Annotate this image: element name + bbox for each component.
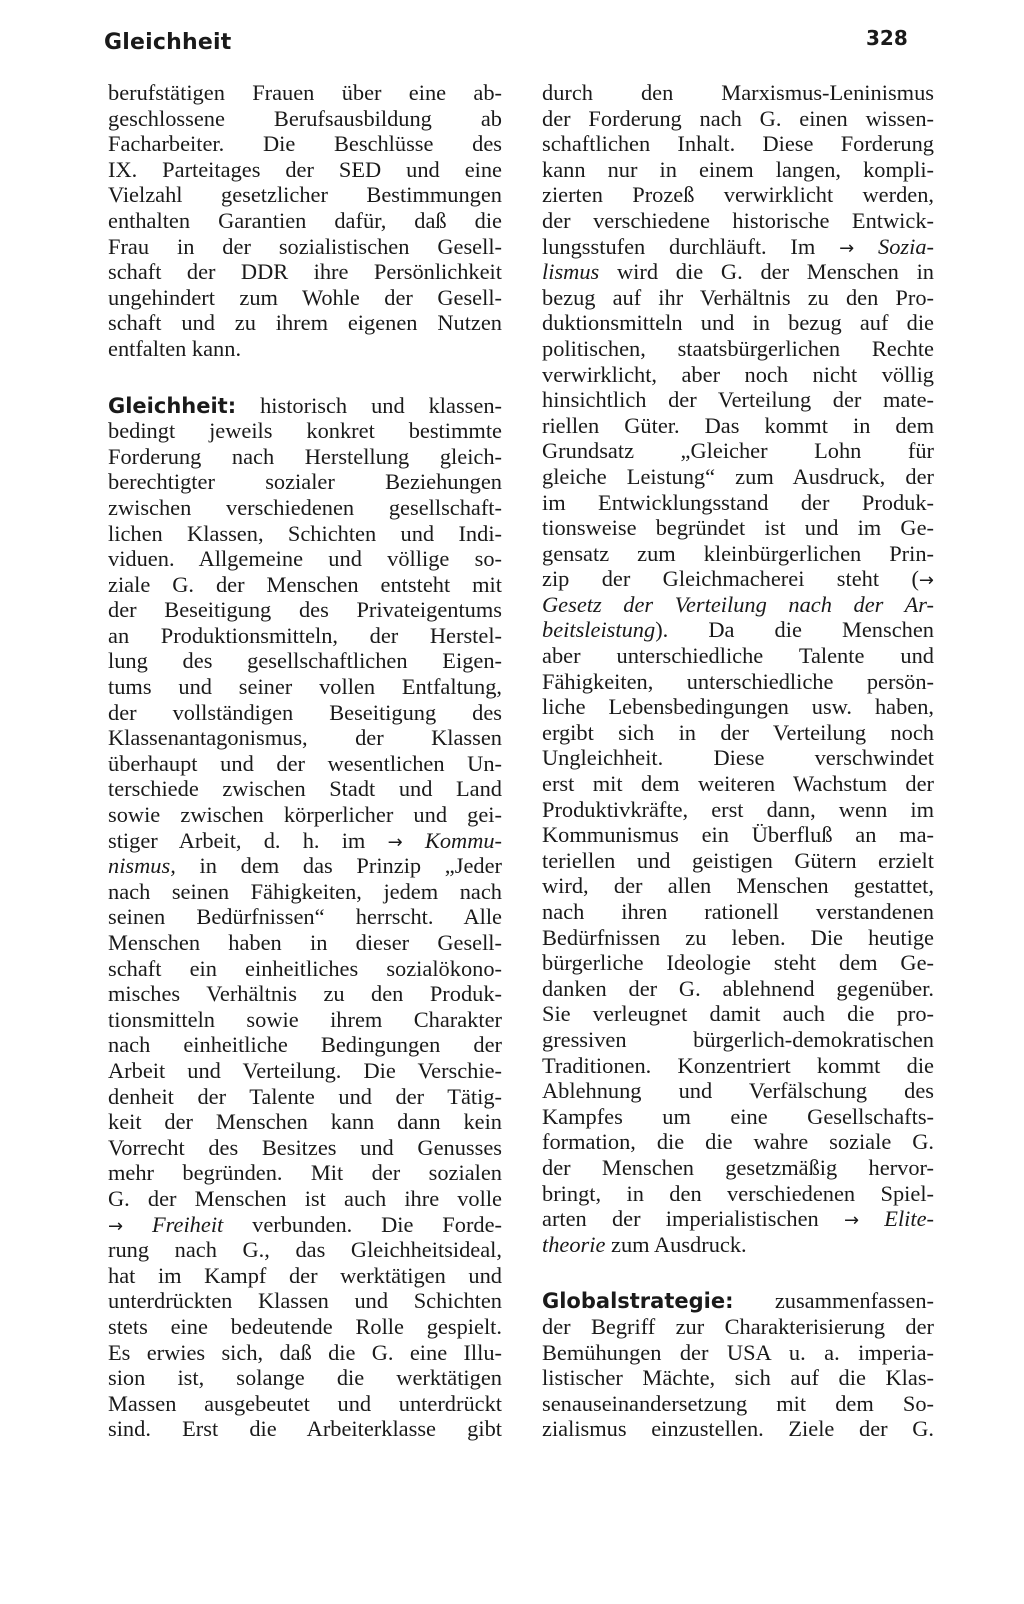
text-line: Ablehnung und Verfälschung des <box>542 1078 934 1104</box>
text-line: seinen Bedürfnissen“ herrscht. Alle <box>108 904 502 930</box>
cross-reference-arrow-icon: → <box>918 570 934 592</box>
entry-lines <box>542 643 934 1206</box>
text-line: ziale G. der Menschen entsteht mit <box>108 571 502 597</box>
entry-gleichheit <box>108 393 502 1442</box>
text-line: schaft ein einheitliches sozialökono- <box>108 955 502 981</box>
text-line: bedingt jeweils konkret bestimmte <box>108 418 502 444</box>
text-line: Traditionen. Konzentriert kommt die <box>542 1052 934 1078</box>
entry-text: in dem das Prinzip „Jeder <box>199 853 502 879</box>
entry-text: lungsstufen durchläuft. Im <box>542 233 816 259</box>
text-line: berufstätigen Frauen über eine ab- <box>108 80 502 105</box>
text-line: entfalten kann. <box>108 335 242 361</box>
entry-line <box>542 592 934 618</box>
text-line: nach einheitliche Bedingungen der <box>108 1032 502 1058</box>
entry-text: zip der Gleichmacherei steht ( <box>542 566 919 592</box>
text-line: gressiven bürgerlich-demokratischen <box>542 1026 934 1052</box>
entry-text: zusammenfassen- <box>774 1288 934 1314</box>
text-line: Bedürfnissen zu leben. Die heutige <box>542 924 934 950</box>
text-line: Kampfes um eine Gesellschafts- <box>542 1103 934 1129</box>
text-line: zialismus einzustellen. Ziele der G. <box>542 1416 934 1442</box>
text-line: unterdrückten Klassen und Schichten <box>108 1288 502 1314</box>
text-line: Massen ausgebeutet und unterdrückt <box>108 1390 502 1416</box>
entry-text: verbunden. Die Forde- <box>252 1211 502 1237</box>
entry-line-gesetz <box>542 566 934 592</box>
text-line: Vielzahl gesetzlicher Bestimmungen <box>108 182 502 208</box>
text-line: Menschen haben in dieser Gesell- <box>108 930 502 955</box>
entry-line <box>542 259 934 285</box>
cross-reference-arrow-icon: → <box>108 1215 124 1237</box>
text-line: lung des gesellschaftlichen Eigen- <box>108 648 502 674</box>
cross-reference-sozialismus[interactable]: Sozia- <box>878 233 934 259</box>
text-line: formation, die die wahre soziale G. <box>542 1129 934 1155</box>
cross-reference-elitetheorie[interactable]: Elite- <box>884 1206 934 1232</box>
text-line: stets eine bedeutende Rolle gespielt. <box>108 1313 502 1339</box>
entry-line-elite <box>542 1206 934 1232</box>
text-line: sion ist, solange die werktätigen <box>108 1365 502 1391</box>
entry-line <box>542 617 934 643</box>
text-line: Kommunismus ein Überfluß an ma- <box>542 822 934 848</box>
running-head: Gleichheit <box>104 30 232 55</box>
text-line: hat im Kampf der werktätigen und <box>108 1262 502 1288</box>
text-line: enthalten Garantien dafür, daß die <box>108 207 502 233</box>
text-line: Facharbeiter. Die Beschlüsse des <box>108 131 502 157</box>
entry-text: arten der imperialistischen <box>542 1206 819 1232</box>
entry-lines <box>108 418 502 828</box>
text-line: bringt, in den verschiedenen Spiel- <box>542 1180 934 1206</box>
entry-globalstrategie <box>542 1288 934 1442</box>
text-line: sowie zwischen körperlicher und gei- <box>108 802 502 828</box>
text-line: Ungleichheit. Diese verschwindet <box>542 745 934 771</box>
text-line: Bemühungen der USA u. a. imperia- <box>542 1339 934 1365</box>
text-line: der verschiedene historische Entwick- <box>542 207 934 233</box>
entry-first-line <box>542 1288 934 1314</box>
page-number: 328 <box>866 26 908 50</box>
text-line: im Entwicklungsstand der Produk- <box>542 489 934 515</box>
text-line: bezug auf ihr Verhältnis zu den Pro- <box>542 284 934 310</box>
text-line: nach seinen Fähigkeiten, jedem nach <box>108 878 502 904</box>
text-line: schaft der DDR ihre Persönlichkeit <box>108 259 502 285</box>
text-line: Forderung nach Herstellung gleich- <box>108 443 502 469</box>
cross-reference-kommunismus[interactable]: Kommu- <box>424 827 503 853</box>
text-line: aber unterschiedliche Talente und <box>542 643 934 669</box>
text-line: keit der Menschen kann dann kein <box>108 1109 502 1135</box>
text-line: teriellen und geistigen Gütern erzielt <box>542 847 934 873</box>
entry-line <box>542 1232 934 1258</box>
text-line: Arbeit und Verteilung. Die Verschie- <box>108 1057 502 1083</box>
left-column <box>108 80 502 1442</box>
text-line: viduen. Allgemeine und völlige so- <box>108 546 502 572</box>
text-line: tionsweise begründet ist und im Ge- <box>542 515 934 541</box>
text-line: gensatz zum kleinbürgerlichen Prin- <box>542 540 934 566</box>
text-line: denheit der Talente und der Tätig- <box>108 1083 502 1109</box>
text-line: schaftlichen Inhalt. Diese Forderung <box>542 131 934 157</box>
text-line: wird, der allen Menschen gestattet, <box>542 873 934 899</box>
text-line: tums und seiner vollen Entfaltung, <box>108 674 502 700</box>
text-line: der Begriff zur Charakterisierung der <box>542 1313 934 1339</box>
entry-text: zum Ausdruck. <box>611 1231 747 1257</box>
text-line: Es erwies sich, daß die G. eine Illu- <box>108 1339 502 1365</box>
text-line: ungehindert zum Wohle der Gesell- <box>108 284 502 310</box>
headword-globalstrategie: Globalstrategie: <box>542 1289 734 1314</box>
text-line: zierten Prozeß verwirklicht werden, <box>542 182 934 208</box>
text-line: durch den Marxismus-Leninismus <box>542 80 934 105</box>
text-line: rung nach G., das Gleichheitsideal, <box>108 1237 502 1263</box>
text-line: IX. Parteitages der SED und eine <box>108 156 502 182</box>
entry-line-kommunismus <box>108 828 502 854</box>
entry-text: historisch und klassen- <box>260 392 502 418</box>
text-line: berechtigter sozialer Beziehungen <box>108 469 502 495</box>
text-line: der Menschen gesetzmäßig hervor- <box>542 1154 934 1180</box>
cross-reference-arrow-icon: → <box>839 237 855 259</box>
text-line: ergibt sich in der Verteilung noch <box>542 719 934 745</box>
entry-text: wird die G. der Menschen in <box>617 259 934 285</box>
cross-reference-gesetz[interactable]: Gesetz der Verteilung nach der Ar- <box>542 591 934 617</box>
text-line: kann nur in einem langen, kompli- <box>542 156 934 182</box>
text-line: misches Verhältnis zu den Produk- <box>108 981 502 1007</box>
text-line: hinsichtlich der Verteilung der mate- <box>542 387 934 413</box>
text-line: an Produktionsmitteln, der Herstel- <box>108 622 502 648</box>
text-line: politischen, staatsbürgerlichen Rechte <box>542 335 934 361</box>
text-line: der Forderung nach G. einen wissen- <box>542 105 934 131</box>
text-line: liche Lebensbedingungen usw. haben, <box>542 694 934 720</box>
text-line: geschlossene Berufsausbildung ab <box>108 105 502 131</box>
text-line: Grundsatz „Gleicher Lohn für <box>542 438 934 464</box>
text-line: Klassenantagonismus, der Klassen <box>108 725 502 751</box>
headword-gleichheit: Gleichheit: <box>108 393 237 418</box>
entry-text: ). Da die Menschen <box>655 617 934 643</box>
text-line: riellen Güter. Das kommt in dem <box>542 412 934 438</box>
text-line: bürgerliche Ideologie steht dem Ge- <box>542 950 934 976</box>
text-line: schaft und zu ihrem eigenen Nutzen <box>108 310 502 336</box>
entry-text: stiger Arbeit, d. h. im <box>108 827 366 853</box>
text-line: der Beseitigung des Privateigentums <box>108 597 502 623</box>
cross-reference-arrow-icon: → <box>843 1210 860 1232</box>
text-line: terschiede zwischen Stadt und Land <box>108 776 502 802</box>
text-line: G. der Menschen ist auch ihre volle <box>108 1185 502 1211</box>
text-line: Frau in der sozialistischen Gesell- <box>108 233 502 259</box>
text-line: Fähigkeiten, unterschiedliche persön- <box>542 668 934 694</box>
text-line: listischer Mächte, sich auf die Klas- <box>542 1365 934 1391</box>
entry-lines <box>542 1314 934 1442</box>
entry-line-sozialismus <box>542 234 934 260</box>
entry-line <box>108 853 502 879</box>
right-column <box>542 80 934 1442</box>
text-line: der vollständigen Beseitigung des <box>108 699 502 725</box>
entry-first-line <box>108 393 502 419</box>
text-line: verwirklicht, aber noch nicht völlig <box>542 361 934 387</box>
cross-reference-sozialismus-cont[interactable]: lismus <box>542 259 600 285</box>
cross-reference-freiheit[interactable]: Freiheit <box>151 1211 224 1237</box>
text-line: Sie verleugnet damit auch die pro- <box>542 1001 934 1027</box>
text-line: Vorrecht des Besitzes und Genusses <box>108 1134 502 1160</box>
text-line: lichen Klassen, Schichten und Indi- <box>108 520 502 546</box>
text-line: erst mit dem weiteren Wachstum der <box>542 771 934 797</box>
cross-reference-arrow-icon: → <box>387 831 403 853</box>
text-line: Produktivkräfte, erst dann, wenn im <box>542 796 934 822</box>
text-line: danken der G. ablehnend gegenüber. <box>542 975 934 1001</box>
entry-lines <box>108 879 502 1212</box>
text-line: duktionsmitteln und in bezug auf die <box>542 310 934 336</box>
entry-line-freiheit <box>108 1212 502 1238</box>
text-line: tionsmitteln sowie ihrem Charakter <box>108 1006 502 1032</box>
text-line: überhaupt und der wesentlichen Un- <box>108 750 502 776</box>
entry-lines <box>542 80 934 234</box>
text-line: sind. Erst die Arbeiterklasse gibt <box>108 1416 502 1442</box>
continuation-paragraph <box>108 80 502 362</box>
entry-lines <box>108 1237 502 1442</box>
cross-reference-elitetheorie-cont[interactable]: theorie <box>542 1231 606 1257</box>
text-line: nach ihren rationell verstandenen <box>542 899 934 924</box>
text-line: gleiche Leistung“ zum Ausdruck, der <box>542 463 934 489</box>
text-line: mehr begründen. Mit der sozialen <box>108 1160 502 1186</box>
text-line: senauseinandersetzung mit dem So- <box>542 1390 934 1416</box>
entry-lines <box>542 285 934 567</box>
cross-reference-kommunismus-cont[interactable]: nismus, <box>108 853 176 879</box>
text-line: zwischen verschiedenen gesellschaft- <box>108 494 502 520</box>
cross-reference-gesetz-cont[interactable]: beitsleistung <box>542 617 656 643</box>
